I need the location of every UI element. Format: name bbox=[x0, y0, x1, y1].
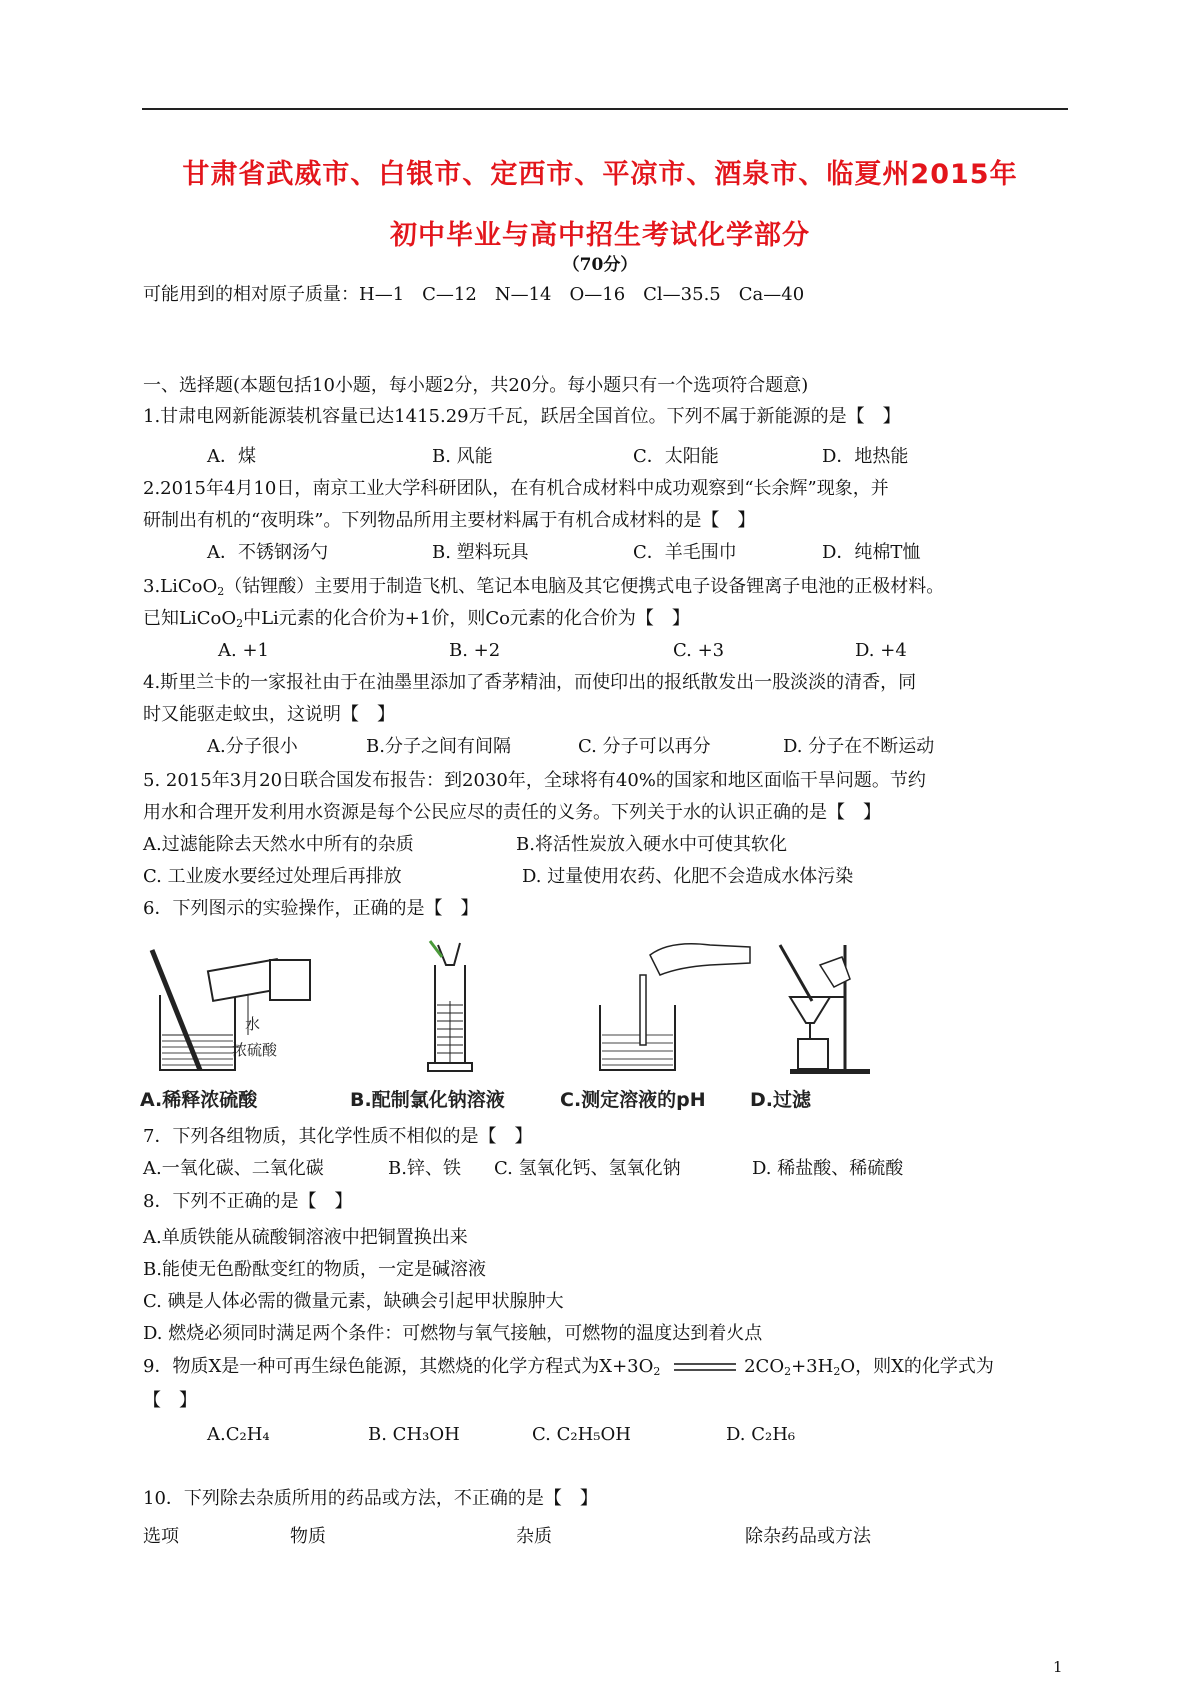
exam-title-line2: 初中毕业与高中招生考试化学部分 bbox=[390, 220, 810, 251]
section-heading: 一、选择题(本题包括10小题，每小题2分，共20分。每小题只有一个选项符合题意) bbox=[143, 375, 809, 396]
q9-stem-d: O，则X的化学式为 bbox=[840, 1356, 994, 1377]
q9-option-b: B. CH₃OH bbox=[368, 1424, 460, 1445]
q5-line1: 5. 2015年3月20日联合国发布报告：到2030年，全球将有40%的国家和地区面临干旱问题。节约 bbox=[143, 770, 926, 791]
figure-a bbox=[140, 935, 340, 1115]
figure-a-caption: A.稀释浓硫酸 bbox=[140, 1089, 258, 1111]
q4-option-b: B.分子之间有间隔 bbox=[366, 736, 511, 757]
q8-stem-emphasis: 不正确 bbox=[208, 1191, 263, 1212]
q10-header-option: 选项 bbox=[143, 1526, 179, 1547]
exam-title-line1: 甘肃省武威市、白银市、定西市、平凉市、酒泉市、临夏州2015年 bbox=[182, 159, 1018, 190]
q9-option-c: C. C₂H₅OH bbox=[532, 1424, 631, 1445]
q8-option-d: D. 燃烧必须同时满足两个条件：可燃物与氧气接触，可燃物的温度达到着火点 bbox=[143, 1323, 763, 1344]
q9-stem bbox=[143, 1355, 994, 1384]
q7-stem: 7．下列各组物质，其化学性质不相似的是【 】 bbox=[143, 1126, 533, 1147]
q1-option-b: B. 风能 bbox=[432, 446, 493, 467]
atomic-masses: 可能用到的相对原子质量：H—1 C—12 N—14 O—16 Cl—35.5 Ca—40 bbox=[143, 284, 805, 305]
figure-b-drawing bbox=[350, 935, 550, 1075]
q2-line2: 研制出有机的“夜明珠”。下列物品所用主要材料属于有机合成材料的是【 】 bbox=[143, 510, 756, 531]
q9-sub-co2: 2 bbox=[784, 1365, 792, 1378]
q8-option-b: B.能使无色酚酞变红的物质，一定是碱溶液 bbox=[143, 1259, 486, 1280]
q9-option-d: D. C₂H₆ bbox=[726, 1424, 796, 1445]
q9-stem-co2: 2CO bbox=[744, 1356, 785, 1377]
q3-line1-rest: （钴锂酸）主要用于制造飞机、笔记本电脑及其它便携式电子设备锂离子电池的正极材料。 bbox=[224, 576, 945, 597]
q4-option-d: D. 分子在不断运动 bbox=[783, 736, 935, 757]
q5-option-a: A.过滤能除去天然水中所有的杂质 bbox=[143, 834, 414, 855]
q7-option-c: C. 氢氧化钙、氢氧化钠 bbox=[494, 1158, 681, 1179]
q4-option-a: A.分子很小 bbox=[207, 736, 298, 757]
q10-header-substance: 物质 bbox=[290, 1526, 326, 1547]
q5-option-b: B.将活性炭放入硬水中可使其软化 bbox=[516, 834, 787, 855]
figure-c bbox=[560, 935, 770, 1115]
q8-option-c: C. 碘是人体必需的微量元素，缺碘会引起甲状腺肿大 bbox=[143, 1291, 564, 1312]
q7-option-a: A.一氧化碳、二氧化碳 bbox=[143, 1158, 324, 1179]
figure-d-drawing bbox=[750, 935, 900, 1075]
q9-bracket: 【 】 bbox=[143, 1390, 197, 1411]
figure-c-drawing bbox=[560, 935, 770, 1075]
figure-b bbox=[350, 935, 550, 1115]
q2-option-b: B. 塑料玩具 bbox=[432, 542, 529, 563]
figure-d bbox=[750, 935, 900, 1115]
q2-line1: 2.2015年4月10日，南京工业大学科研团队，在有机合成材料中成功观察到“长余辉”现象，并 bbox=[143, 478, 889, 499]
header-rule bbox=[142, 108, 1068, 110]
q3-option-c: C. +3 bbox=[673, 640, 725, 661]
q3-option-a: A. +1 bbox=[218, 640, 269, 661]
q7-option-b: B.锌、铁 bbox=[388, 1158, 461, 1179]
q9-sub-h2o: 2 bbox=[833, 1365, 841, 1378]
q1-stem-a: 1.甘肃电网新能源装机容量已达1415.29万千瓦，跃居全国首位。下列 bbox=[143, 406, 703, 427]
q9-stem-a: 9．物质X是一种可再生绿色能源，其燃烧的化学方程式为X+3O bbox=[143, 1356, 654, 1377]
q1-stem bbox=[143, 405, 901, 429]
q5-option-d: D. 过量使用农药、化肥不会造成水体污染 bbox=[522, 866, 854, 887]
q3-line2-subscript: 2 bbox=[236, 617, 244, 630]
q5-option-c: C. 工业废水要经过处理后再排放 bbox=[143, 866, 402, 887]
q7-option-d: D. 稀盐酸、稀硫酸 bbox=[752, 1158, 904, 1179]
q8-stem-a: 8．下列 bbox=[143, 1191, 209, 1212]
q8-stem-b: 的是【 】 bbox=[262, 1191, 353, 1212]
q5-line2: 用水和合理开发利用水资源是每个公民应尽的责任的义务。下列关于水的认识正确的是【 】 bbox=[143, 802, 881, 823]
q9-sub-o2: 2 bbox=[653, 1365, 661, 1378]
q2-option-d: D．纯棉T恤 bbox=[822, 542, 921, 563]
q1-stem-b: 新能源的是【 】 bbox=[756, 406, 901, 427]
q9-stem-h2o: +3H bbox=[791, 1356, 834, 1377]
q3-line2-rest: 中Li元素的化合价为+1价，则Co元素的化合价为【 】 bbox=[243, 608, 690, 629]
figure-c-caption: C.测定溶液的pH bbox=[560, 1089, 706, 1111]
q9-option-a: A.C₂H₄ bbox=[207, 1424, 270, 1445]
q8-stem bbox=[143, 1190, 352, 1214]
q9-equals-sign bbox=[674, 1361, 736, 1373]
q10-stem-b: 的是【 】 bbox=[507, 1488, 598, 1509]
q10-stem bbox=[143, 1487, 598, 1511]
q3-option-d: D. +4 bbox=[855, 640, 907, 661]
q4-line2: 时又能驱走蚊虫，这说明【 】 bbox=[143, 704, 395, 725]
q10-header-method: 除杂药品或方法 bbox=[745, 1526, 871, 1547]
q10-stem-a: 10．下列除去杂质所用的药品或方法， bbox=[143, 1488, 454, 1509]
q3-subscript: 2 bbox=[217, 585, 225, 598]
figure-d-caption: D.过滤 bbox=[750, 1089, 811, 1111]
q1-option-c: C．太阳能 bbox=[633, 446, 719, 467]
q10-header-impurity: 杂质 bbox=[516, 1526, 552, 1547]
q10-stem-emphasis: 不正确 bbox=[453, 1488, 508, 1509]
q3-line1 bbox=[143, 575, 944, 604]
q1-option-d: D．地热能 bbox=[822, 446, 909, 467]
q8-option-a: A.单质铁能从硫酸铜溶液中把铜置换出来 bbox=[143, 1227, 468, 1248]
q3-option-b: B. +2 bbox=[449, 640, 501, 661]
figure-b-caption: B.配制氯化钠溶液 bbox=[350, 1089, 505, 1111]
total-score: （70分） bbox=[562, 255, 638, 275]
q3-formula: 3.LiCoO bbox=[143, 576, 218, 597]
q2-option-a: A．不锈钢汤勺 bbox=[207, 542, 328, 563]
q1-option-a: A．煤 bbox=[207, 446, 256, 467]
q3-line2-formula: 已知LiCoO bbox=[143, 608, 237, 629]
q4-line1: 4.斯里兰卡的一家报社由于在油墨里添加了香茅精油，而使印出的报纸散发出一股淡淡的清香，同 bbox=[143, 672, 917, 693]
figure-a-acid-label: 浓硫酸 bbox=[232, 1041, 278, 1059]
q2-option-c: C．羊毛围巾 bbox=[633, 542, 737, 563]
q3-line2 bbox=[143, 607, 690, 636]
q4-option-c: C. 分子可以再分 bbox=[578, 736, 711, 757]
figure-a-water-label: 水 bbox=[245, 1015, 261, 1033]
q6-stem: 6．下列图示的实验操作，正确的是【 】 bbox=[143, 898, 479, 919]
q1-stem-emphasis: 不属于 bbox=[702, 406, 757, 427]
q6-figures bbox=[140, 935, 940, 1115]
page-number: 1 bbox=[1053, 1658, 1063, 1676]
